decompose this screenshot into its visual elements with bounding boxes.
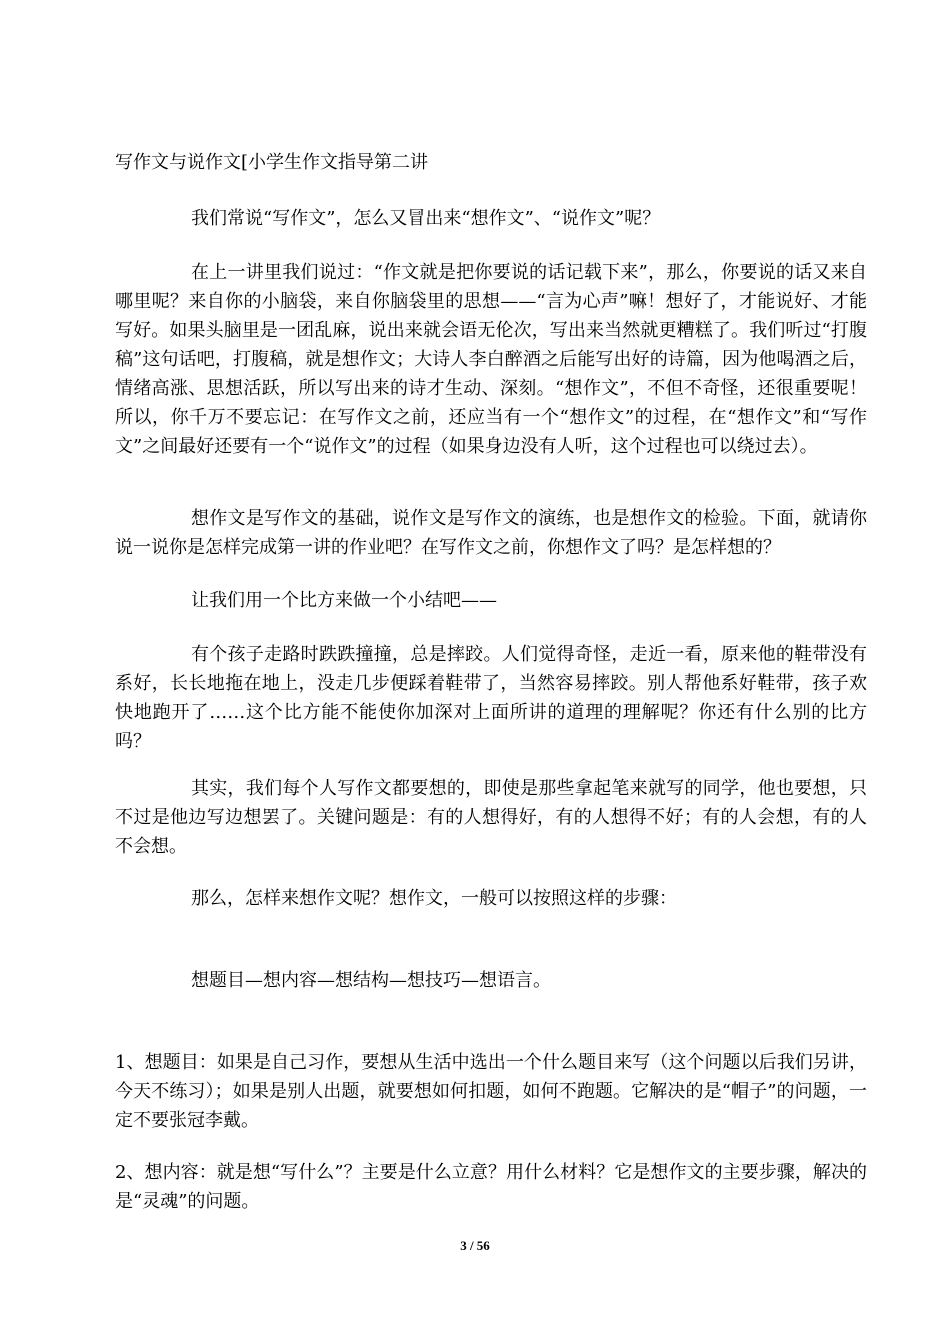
paragraph-7: 那么，怎样来想作文呢？想作文，一般可以按照这样的步骤： [191, 888, 677, 909]
paragraph-2: 在上一讲里我们说过：“作文就是把你要说的话记载下来”，那么，你要说的话又来自哪里呢？来自你的小脑袋，来自你脑袋里的思想——“言为心声”嘛！想好了，才能说好、才能写好。如果头脑里是一团乱麻，说出来就会语无伦次，写出来当然就更糟糕了。我们听过“打腹稿”这句话吧，打腹稿，就是想作文；大诗人李白醉酒之后能写出好的诗篇，因为他喝酒之后，情绪高涨、思想活跃，所以写出来的诗才生动、深刻。“想作文”，不但不奇怪，还很重要呢！所以，你千万不要忘记：在写作文之前，还应当有一个“想作文”的过程，在“想作文”和“写作文”之间最好还要有一个“说作文”的过程（如果身边没有人听，这个过程也可以绕过去）。 [115, 262, 867, 457]
page-number: 3 / 56 [460, 1238, 490, 1253]
paragraph-4: 让我们用一个比方来做一个小结吧—— [191, 590, 497, 611]
paragraph-3: 想作文是写作文的基础，说作文是写作文的演练，也是想作文的检验。下面，就请你说一说你是怎样完成第一讲的作业吧？在写作文之前，你想作文了吗？是怎样想的？ [115, 508, 867, 558]
paragraph-6: 其实，我们每个人写作文都要想的，即使是那些拿起笔来就写的同学，他也要想，只不过是他边写边想罢了。关键问题是：有的人想得好，有的人想得不好；有的人会想，有的人不会想。 [115, 778, 867, 857]
step-2-paragraph: 2、想内容：就是想“写什么”？主要是什么立意？用什么材料？它是想作文的主要步骤，解决的是“灵魂”的问题。 [115, 1162, 867, 1212]
steps-line: 想题目—想内容—想结构—想技巧—想语言。 [191, 970, 551, 991]
step-1-paragraph: 1、想题目：如果是自己习作，要想从生活中选出一个什么题目来写（这个问题以后我们另讲，今天不练习）；如果是别人出题，就要想如何扣题，如何不跑题。它解决的是“帽子”的问题，一定不要张冠李戴。 [115, 1052, 867, 1131]
paragraph-5: 有个孩子走路时跌跌撞撞，总是摔跤。人们觉得奇怪，走近一看，原来他的鞋带没有系好，长长地拖在地上，没走几步便踩着鞋带了，当然容易摔跤。别人帮他系好鞋带，孩子欢快地跑开了……这个比方能不能使你加深对上面所讲的道理的理解呢？你还有什么别的比方吗？ [115, 644, 867, 752]
document-title: 写作文与说作文[小学生作文指导第二讲 [115, 152, 429, 173]
paragraph-1: 我们常说“写作文”，怎么又冒出来“想作文”、“说作文”呢？ [191, 208, 661, 229]
